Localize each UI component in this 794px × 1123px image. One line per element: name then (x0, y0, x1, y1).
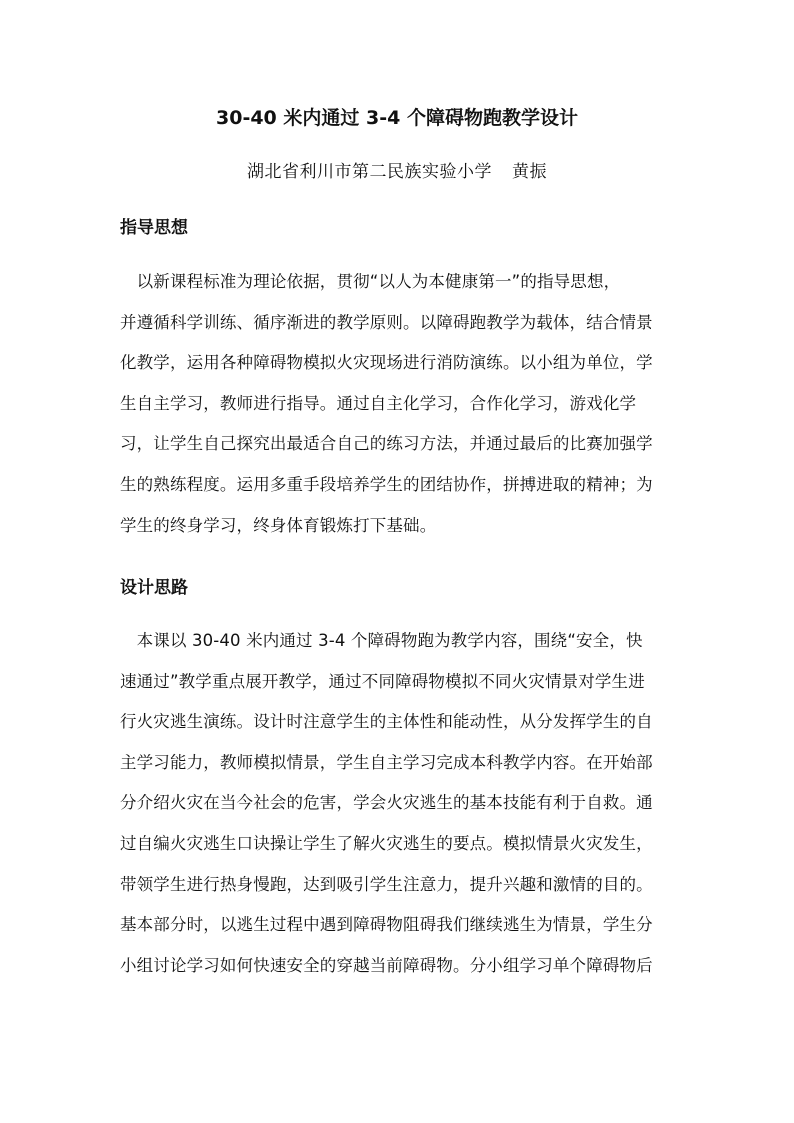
paragraph-line: 分介绍火灾在当今社会的危害，学会火灾逃生的基本技能有利于自救。通 (120, 793, 653, 813)
paragraph-line: 本课以 30-40 米内通过 3-4 个障碍物跑为教学内容，围绕“安全，快 (120, 631, 643, 650)
section-paragraph-design-approach (120, 621, 680, 986)
paragraph-line: 带领学生进行热身慢跑，达到吸引学生注意力，提升兴趣和激情的目的。 (120, 874, 653, 894)
author-name: 黄振 (512, 162, 547, 182)
paragraph-line: 过自编火灾逃生口诀操让学生了解火灾逃生的要点。模拟情景火灾发生， (120, 833, 653, 853)
paragraph-line: 学生的终身学习，终身体育锻炼打下基础。 (120, 515, 437, 535)
section-heading-design-approach: 设计思路 (120, 578, 188, 598)
paragraph-line: 小组讨论学习如何快速安全的穿越当前障碍物。分小组学习单个障碍物后 (120, 955, 653, 975)
section-paragraph-guiding-ideology (120, 262, 680, 546)
document-title: 30-40 米内通过 3-4 个障碍物跑教学设计 (216, 107, 578, 129)
paragraph-line: 生自主学习，教师进行指导。通过自主化学习，合作化学习，游戏化学 (120, 393, 637, 413)
paragraph-line: 生的熟练程度。运用多重手段培养学生的团结协作，拼搏进取的精神；为 (120, 474, 653, 494)
paragraph-line: 化教学，运用各种障碍物模拟火灾现场进行消防演练。以小组为单位，学 (120, 353, 653, 373)
paragraph-line: 习，让学生自己探究出最适合自己的练习方法，并通过最后的比赛加强学 (120, 434, 653, 454)
paragraph-line: 行火灾逃生演练。设计时注意学生的主体性和能动性，从分发挥学生的自 (120, 712, 653, 732)
paragraph-line: 速通过”教学重点展开教学，通过不同障碍物模拟不同火灾情景对学生进 (120, 671, 645, 691)
paragraph-line: 以新课程标准为理论依据，贯彻“以人为本健康第一”的指导思想， (120, 272, 621, 291)
paragraph-line: 主学习能力，教师模拟情景，学生自主学习完成本科教学内容。在开始部 (120, 752, 653, 772)
author-line (0, 158, 794, 186)
section-heading-guiding-ideology: 指导思想 (120, 218, 188, 238)
author-school: 湖北省利川市第二民族实验小学 (247, 162, 492, 182)
paragraph-line: 并遵循科学训练、循序渐进的教学原则。以障碍跑教学为载体，结合情景 (120, 312, 653, 332)
paragraph-line: 基本部分时，以逃生过程中遇到障碍物阻碍我们继续逃生为情景，学生分 (120, 915, 653, 935)
